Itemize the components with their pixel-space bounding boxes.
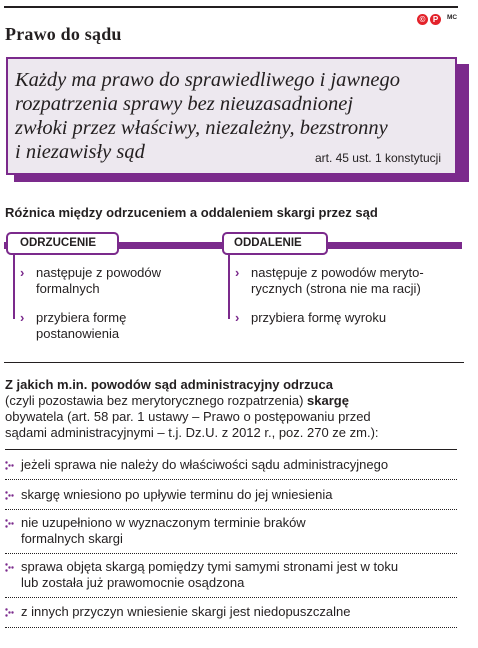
section-divider <box>4 362 464 363</box>
reason-item <box>5 487 457 505</box>
quote-line: Każdy ma prawo do sprawiedliwego i jawnego <box>15 69 400 91</box>
right-connector <box>228 255 230 319</box>
reason-text: nie uzupełniono w wyznaczonym terminie braków <box>21 515 306 530</box>
reason-item <box>5 604 457 622</box>
point-line: rycznych (strona nie ma racji) <box>251 281 421 296</box>
arrow-right-icon: › <box>235 310 240 325</box>
oddalenie-point <box>235 310 463 328</box>
arrow-right-icon: › <box>20 265 25 280</box>
arrow-right-icon: › <box>235 265 240 280</box>
quote-line: rozpatrzenia sprawy bez nieuzasadnionej <box>15 93 354 115</box>
oddalenie-point <box>235 265 463 299</box>
page-title: Prawo do sądu <box>5 24 122 44</box>
reasons-intro <box>5 377 450 441</box>
dotted-arrow-icon <box>5 563 14 572</box>
left-connector <box>13 255 15 319</box>
arrow-right-icon: › <box>20 310 25 325</box>
comparison-title: Różnica między odrzuceniem a oddaleniem skargi przez sąd <box>5 205 378 220</box>
odrzucenie-point <box>20 310 210 344</box>
reason-text: z innych przyczyn wniesienie skargi jest niedopuszczalne <box>21 604 351 619</box>
reason-item <box>5 559 457 593</box>
dotted-arrow-icon <box>5 461 14 470</box>
quote-text <box>15 68 447 164</box>
dotted-arrow-icon <box>5 519 14 528</box>
quote-source: art. 45 ust. 1 konstytucji <box>314 151 441 165</box>
reasons-heading: Z jakich m.in. powodów sąd administracyjny odrzuca <box>5 377 333 392</box>
intro-line: sądami administracyjnymi – t.j. Dz.U. z 2012 r., poz. 270 ze zm.): <box>5 425 379 440</box>
oddalenie-label: ODDALENIE <box>222 232 328 255</box>
reason-text: skargę wniesiono po upływie terminu do jej wniesienia <box>21 487 333 502</box>
point-line: przybiera formę wyroku <box>251 310 387 325</box>
list-divider <box>5 479 457 480</box>
top-rule <box>4 6 458 8</box>
p-circle-icon: P <box>430 14 441 25</box>
publisher-logo <box>417 14 457 25</box>
odrzucenie-label: ODRZUCENIE <box>6 232 119 255</box>
intro-bold-word: skargę <box>307 393 349 408</box>
quote-line: i niezawisły sąd <box>15 141 145 163</box>
copyright-icon: © <box>417 14 428 25</box>
constitution-quote-box <box>6 57 457 175</box>
dotted-arrow-icon <box>5 608 14 617</box>
quote-line: zwłoki przez właściwy, niezależny, bezstronny <box>15 117 388 139</box>
logo-suffix: MC <box>447 14 458 21</box>
point-line: postanowienia <box>36 326 120 341</box>
reason-text: sprawa objęta skargą pomiędzy tymi samymi stronami jest w toku <box>21 559 399 574</box>
list-rule <box>5 449 457 450</box>
point-line: następuje z powodów meryto- <box>251 265 424 280</box>
intro-line: obywatela (art. 58 par. 1 ustawy – Prawo o postępowaniu przed <box>5 409 371 424</box>
odrzucenie-point <box>20 265 210 299</box>
point-line: następuje z powodów <box>36 265 162 280</box>
reason-item <box>5 515 457 549</box>
reason-text: lub została już prawomocnie osądzona <box>21 575 245 590</box>
point-line: przybiera formę <box>36 310 127 325</box>
reason-text: jeżeli sprawa nie należy do właściwości sądu administracyjnego <box>21 457 389 472</box>
point-line: formalnych <box>36 281 100 296</box>
dotted-arrow-icon <box>5 491 14 500</box>
list-divider <box>5 553 457 554</box>
reason-text: formalnych skargi <box>21 531 123 546</box>
list-divider <box>5 627 457 628</box>
intro-line: (czyli pozostawia bez merytorycznego rozpatrzenia) <box>5 393 304 408</box>
list-divider <box>5 597 457 598</box>
reason-item <box>5 457 457 475</box>
list-divider <box>5 509 457 510</box>
